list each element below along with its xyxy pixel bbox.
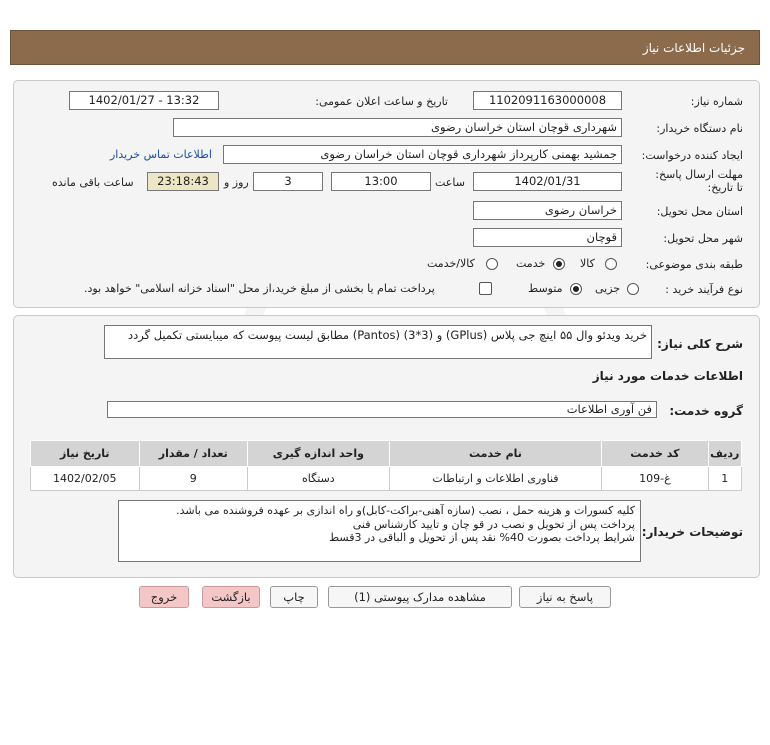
buyer-org-field: شهرداری قوچان استان خراسان رضوی — [173, 118, 622, 137]
category-radio-goods[interactable] — [605, 258, 617, 270]
category-label: طبقه بندی موضوعی: — [645, 258, 743, 271]
col-service-name: نام خدمت — [389, 441, 602, 467]
deadline-label — [653, 168, 743, 194]
days-field: 3 — [253, 172, 323, 191]
process-radio-minor[interactable] — [627, 283, 639, 295]
col-unit: واحد اندازه گیری — [248, 441, 390, 467]
deadline-time-field: 13:00 — [331, 172, 431, 191]
remaining-time-field: 23:18:43 — [147, 172, 219, 191]
reply-button[interactable]: پاسخ به نیاز — [519, 586, 611, 608]
deadline-time-label: ساعت — [435, 176, 465, 189]
info-panel — [13, 80, 760, 308]
remaining-label: ساعت باقی مانده — [52, 176, 134, 189]
buyer-contact-link[interactable]: اطلاعات تماس خریدار — [110, 148, 212, 161]
announce-label: تاریخ و ساعت اعلان عمومی: — [315, 95, 448, 108]
col-service-code: کد خدمت — [602, 441, 708, 467]
buyer-note-line: شرایط پرداخت بصورت 40% نقد پس از تحویل و الباقی در 3قسط — [328, 531, 635, 544]
col-quantity: تعداد / مقدار — [139, 441, 247, 467]
col-row: ردیف — [708, 441, 741, 467]
cell-row: 1 — [708, 467, 741, 491]
treasury-note: پرداخت تمام یا بخشی از مبلغ خرید،از محل "اسناد خزانه اسلامی" خواهد بود. — [84, 282, 435, 295]
page-header — [10, 30, 760, 65]
category-radio-service[interactable] — [553, 258, 565, 270]
cell-service-name: فناوری اطلاعات و ارتباطات — [389, 467, 602, 491]
table-header-row — [31, 441, 742, 467]
buyer-note-line: کلیه کسورات و هزینه حمل ، نصب (سازه آهنی-براکت-کابل)و راه اندازی بر عهده فروشنده می باشد. — [176, 504, 635, 517]
province-label: استان محل تحویل: — [656, 205, 743, 218]
service-group-field: فن آوری اطلاعات — [107, 401, 657, 418]
services-table — [30, 440, 742, 491]
print-button[interactable]: چاپ — [270, 586, 318, 608]
attachments-button[interactable]: مشاهده مدارک پیوستی (1) — [328, 586, 512, 608]
announce-field: 1402/01/27 - 13:32 — [69, 91, 219, 110]
need-number-label: شماره نیاز: — [690, 95, 743, 108]
deadline-label-text: مهلت ارسال پاسخ: تا تاریخ: — [655, 168, 743, 194]
col-need-date: تاریخ نیاز — [31, 441, 140, 467]
category-option-goods: کالا — [580, 257, 595, 270]
creator-label: ایجاد کننده درخواست: — [641, 149, 743, 162]
buyer-notes-label: توضیحات خریدار: — [641, 525, 743, 539]
service-group-label: گروه خدمت: — [669, 404, 743, 418]
exit-button[interactable]: خروج — [139, 586, 189, 608]
summary-label: شرح کلی نیاز: — [657, 337, 743, 351]
days-label: روز و — [224, 176, 249, 189]
treasury-checkbox[interactable] — [479, 282, 492, 295]
category-option-goods-service: کالا/خدمت — [427, 257, 475, 270]
process-label: نوع فرآیند خرید : — [665, 283, 743, 296]
deadline-date-field: 1402/01/31 — [473, 172, 622, 191]
cell-need-date: 1402/02/05 — [31, 467, 140, 491]
cell-unit: دستگاه — [248, 467, 390, 491]
table-row — [31, 467, 742, 491]
services-heading: اطلاعات خدمات مورد نیاز — [592, 369, 743, 383]
summary-field: خرید ویدئو وال ۵۵ اینچ جی پلاس (GPlus) و (3*3) (Pantos) مطابق لیست پیوست که میبایستی تکمیل گردد — [104, 325, 652, 359]
back-button[interactable]: بازگشت — [202, 586, 260, 608]
need-number-field: 1102091163000008 — [473, 91, 622, 110]
province-field: خراسان رضوی — [473, 201, 622, 220]
process-option-minor: جزیی — [595, 282, 621, 295]
city-label: شهر محل تحویل: — [663, 232, 743, 245]
process-radio-medium[interactable] — [570, 283, 582, 295]
cell-service-code: غ-109 — [602, 467, 708, 491]
city-field: قوچان — [473, 228, 622, 247]
cell-quantity: 9 — [139, 467, 247, 491]
creator-field: جمشید بهمنی کارپرداز شهرداری قوچان استان خراسان رضوی — [223, 145, 622, 164]
page-title: جزئیات اطلاعات نیاز — [642, 41, 745, 55]
buyer-note-line: پرداخت پس از تحویل و نصب در قو چان و تایید کارشناس فنی — [352, 517, 635, 531]
category-radio-goods-service[interactable] — [486, 258, 498, 270]
buyer-org-label: نام دستگاه خریدار: — [656, 122, 743, 135]
category-option-service: خدمت — [516, 257, 546, 270]
process-option-medium: متوسط — [528, 282, 563, 295]
buyer-notes-box — [118, 500, 641, 562]
